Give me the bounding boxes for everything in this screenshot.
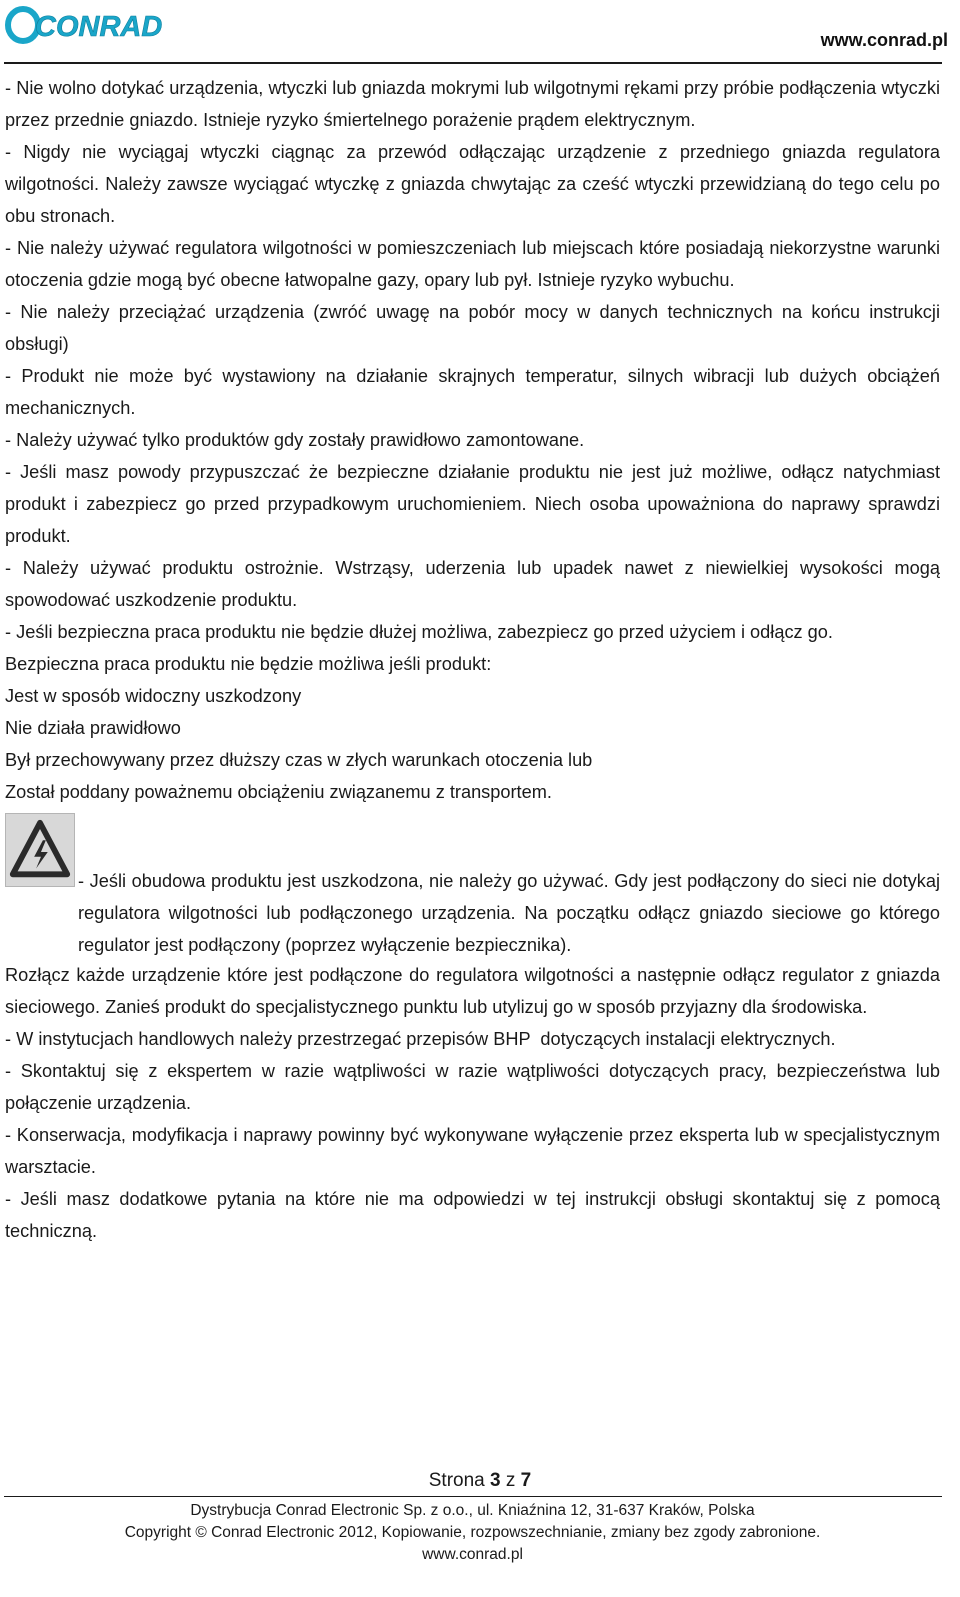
warning-paragraph: - Jeśli obudowa produktu jest uszkodzona, nie należy go używać. Gdy jest podłączony do sieci nie dotykaj regulatora wilgotności lub podłączonego urządzenia. Na początku odłącz gniazdo sieciowe go którego regulator jest podłączony (poprzez wyłączenie bezpiecznika). (78, 871, 940, 955)
page-header (0, 0, 960, 64)
header-divider (4, 62, 942, 64)
condition-item: Jest w sposób widoczny uszkodzony (5, 686, 302, 706)
paragraph: - Produkt nie może być wystawiony na działanie skrajnych temperatur, silnych wibracji lub dużych obciążeń mechanicznych. (5, 366, 940, 418)
footer-url[interactable]: www.conrad.pl (422, 1546, 523, 1563)
warning-section (5, 813, 940, 955)
page-total: 7 (520, 1470, 532, 1491)
condition-item: Był przechowywany przez dłuższy czas w złych warunkach otoczenia lub (5, 750, 593, 770)
condition-item: Został poddany poważnemu obciążeniu związanemu z transportem. (5, 782, 552, 802)
paragraph: - Jeśli masz dodatkowe pytania na które nie ma odpowiedzi w tej instrukcji obsługi skontaktuj się z pomocą techniczną. (5, 1189, 940, 1241)
header-url[interactable]: www.conrad.pl (820, 30, 948, 50)
document-body (5, 72, 940, 1247)
conrad-logo (5, 4, 163, 44)
paragraph: - Konserwacja, modyfikacja i naprawy powinny być wykonywane wyłączenie przez eksperta lub w specjalistycznym warsztacie. (5, 1125, 940, 1177)
paragraph: - Jeśli bezpieczna praca produktu nie będzie dłużej możliwa, zabezpiecz go przed użyciem i odłącz go. (5, 622, 833, 642)
paragraph: - Nie wolno dotykać urządzenia, wtyczki lub gniazda mokrymi lub wilgotnymi rękami przy próbie podłączenia wtyczki przez przednie gniazdo. Istnieje ryzyko śmiertelnego porażenie prądem elektrycznym. (5, 78, 940, 130)
paragraph: - Nie należy przeciążać urządzenia (zwróć uwagę na pobór mocy w danych technicznych na końcu instrukcji obsługi) (5, 302, 940, 354)
paragraph: - Należy używać produktu ostrożnie. Wstrząsy, uderzenia lub upadek nawet z niewielkiej wysokości mogą spowodować uszkodzenie produktu. (5, 558, 940, 610)
page-number (0, 1470, 960, 1492)
paragraph: - Nie należy używać regulatora wilgotności w pomieszczeniach lub miejscach które posiadają niekorzystne warunki otoczenia gdzie mogą być obecne łatwopalne gazy, opary lub pył. Istnieje ryzyko wybuchu. (5, 238, 940, 290)
footer-copyright: Copyright © Conrad Electronic 2012, Kopiowanie, rozpowszechnianie, zmiany bez zgody zabronione. (124, 1524, 821, 1541)
paragraph: Rozłącz każde urządzenie które jest podłączone do regulatora wilgotności a następnie odłącz regulator z gniazda sieciowego. Zanieś produkt do specjalistycznego punktu lub utylizuj go w sposób przyjazny dla środowiska. (5, 965, 940, 1017)
paragraph: - Jeśli masz powody przypuszczać że bezpieczne działanie produktu nie jest już możliwe, odłącz natychmiast produkt i zabezpiecz go przed przypadkowym uruchomieniem. Niech osoba upoważniona do naprawy sprawdzi produkt. (5, 462, 940, 546)
paragraph: - Skontaktuj się z ekspertem w razie wątpliwości w razie wątpliwości dotyczących pracy, bezpieczeństwa lub połączenie urządzenia. (5, 1061, 940, 1113)
paragraph: Bezpieczna praca produktu nie będzie możliwa jeśli produkt: (5, 654, 492, 674)
paragraph: - Nigdy nie wyciągaj wtyczki ciągnąc za przewód odłączając urządzenie z przedniego gniazda regulatora wilgotności. Należy zawsze wyciągać wtyczkę z gniazda chwytając za cześć wtyczki przewidzianą do tego celu po obu stronach. (5, 142, 940, 226)
footer-distributor: Dystrybucja Conrad Electronic Sp. z o.o., ul. Kniaźnina 12, 31-637 Kraków, Polska (190, 1502, 755, 1519)
page-current: 3 (490, 1470, 501, 1491)
high-voltage-warning-icon (5, 813, 75, 887)
logo-text: CONRAD (35, 11, 163, 43)
paragraph: - Należy używać tylko produktów gdy zostały prawidłowo zamontowane. (5, 430, 585, 450)
page-label: Strona (428, 1470, 485, 1491)
paragraph: - W instytucjach handlowych należy przestrzegać przepisów BHP dotyczących instalacji elektrycznych. (5, 1029, 836, 1049)
page-separator: z (505, 1470, 516, 1491)
condition-item: Nie działa prawidłowo (5, 718, 181, 738)
footer-divider (4, 1496, 942, 1497)
